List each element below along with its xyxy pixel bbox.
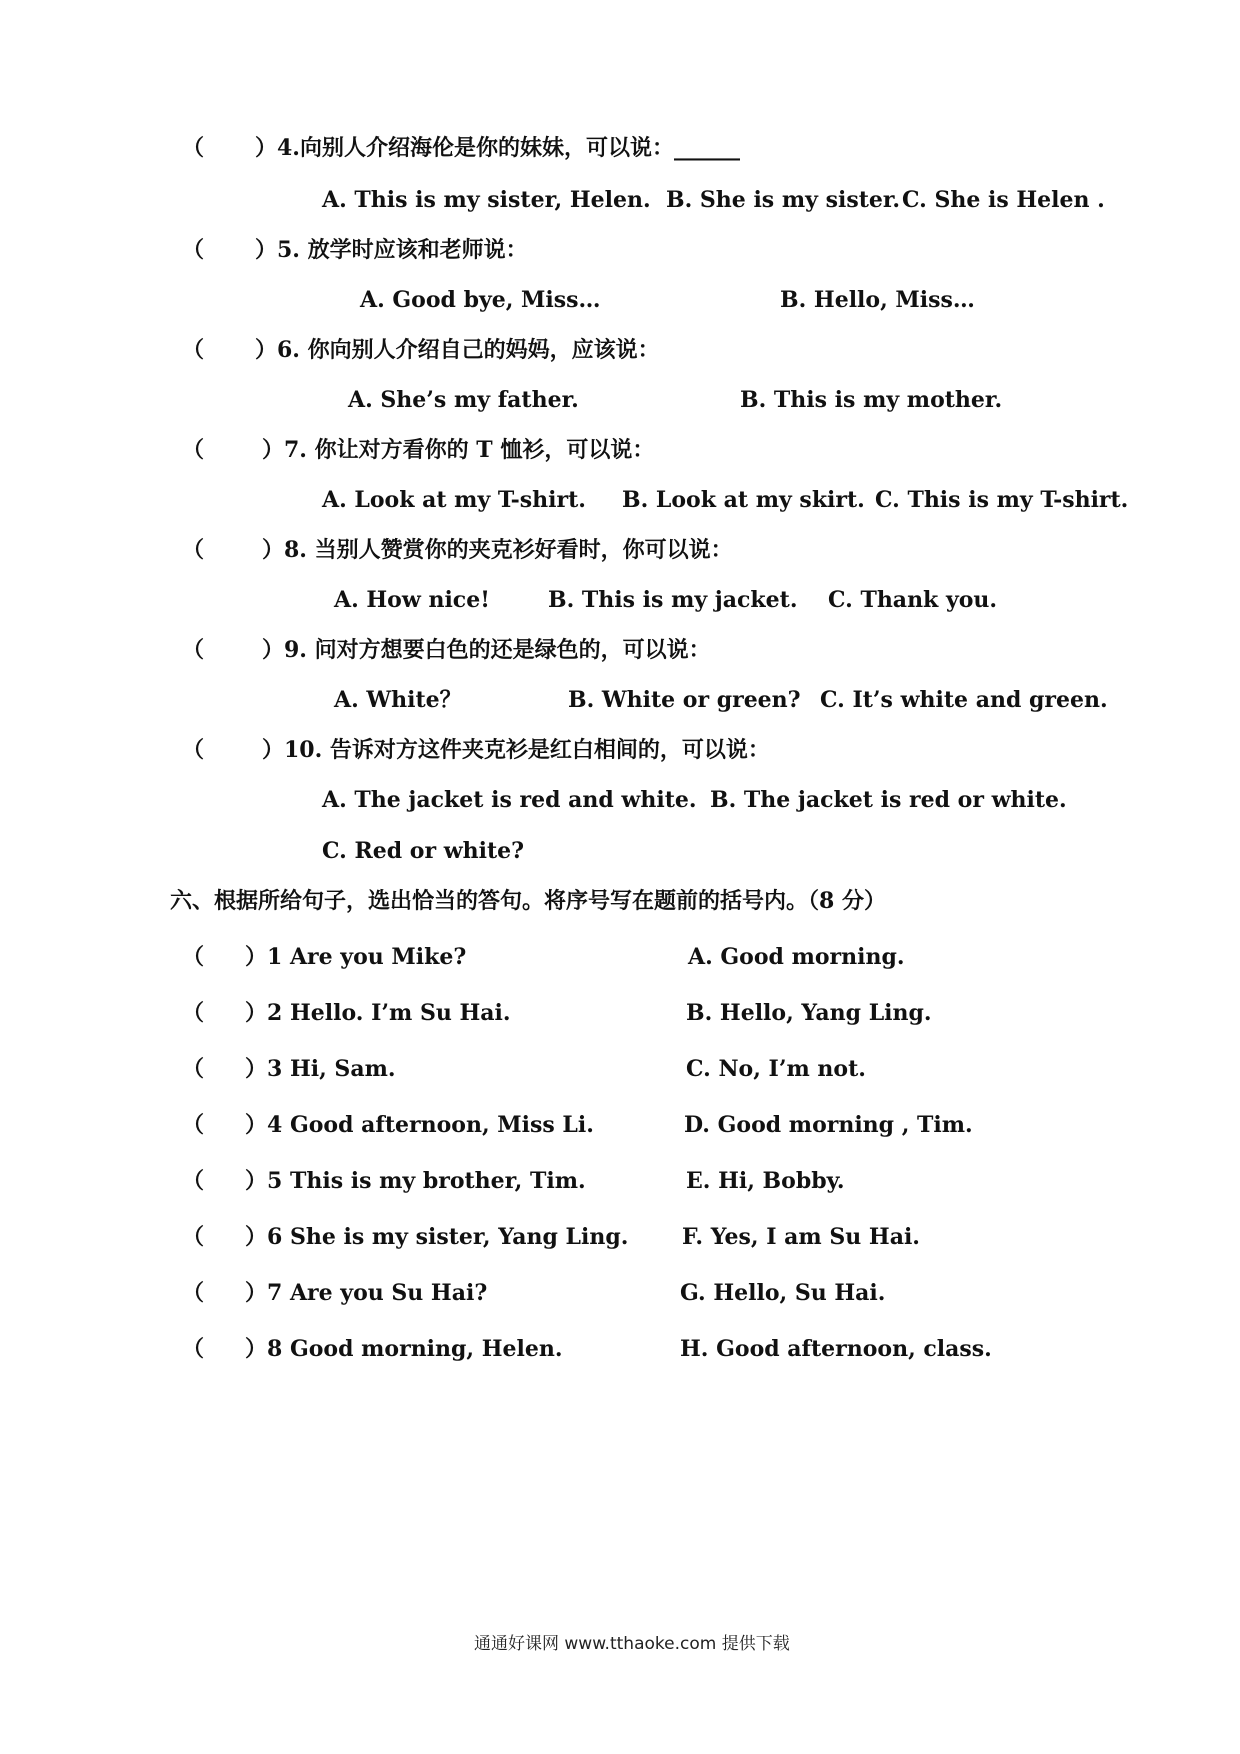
question-6: ）6. 你向别人介绍自己的妈妈，应该说： bbox=[255, 337, 660, 363]
q8-option-c: C. Thank you. bbox=[828, 587, 998, 613]
answer-bracket[interactable]: （ bbox=[182, 637, 205, 663]
answer-bracket[interactable]: （ bbox=[182, 1336, 205, 1362]
answer-bracket[interactable]: （ bbox=[182, 537, 205, 563]
answer-bracket[interactable]: （ bbox=[182, 1280, 205, 1306]
q8-option-b: B. This is my jacket. bbox=[548, 587, 798, 613]
q5-option-a: A. Good bye, Miss… bbox=[360, 287, 601, 313]
q5-option-b: B. Hello, Miss… bbox=[780, 287, 975, 313]
question-10: ）10. 告诉对方这件夹克衫是红白相间的，可以说： bbox=[262, 737, 770, 763]
match-answer-h: H. Good afternoon, class. bbox=[680, 1336, 992, 1362]
match-answer-b: B. Hello, Yang Ling. bbox=[686, 1000, 932, 1026]
q4-option-b: B. She is my sister. bbox=[666, 187, 901, 213]
match-question-7: ）7 Are you Su Hai? bbox=[245, 1280, 488, 1306]
answer-bracket[interactable]: （ bbox=[182, 1168, 205, 1194]
match-question-4: ）4 Good afternoon, Miss Li. bbox=[245, 1112, 594, 1138]
question-9: ）9. 问对方想要白色的还是绿色的，可以说： bbox=[262, 637, 711, 663]
match-question-6: ）6 She is my sister, Yang Ling. bbox=[245, 1224, 629, 1250]
answer-bracket[interactable]: （ bbox=[182, 944, 205, 970]
match-answer-f: F. Yes, I am Su Hai. bbox=[682, 1224, 920, 1250]
q8-option-a: A. How nice! bbox=[334, 587, 490, 613]
answer-bracket[interactable]: （ bbox=[182, 737, 205, 763]
q6-option-a: A. She’s my father. bbox=[348, 387, 579, 413]
q4-option-a: A. This is my sister, Helen. bbox=[322, 187, 651, 213]
footer-watermark: 通通好课网 www.tthaoke.com 提供下载 bbox=[474, 1634, 790, 1654]
section-6-title: 六、根据所给句子，选出恰当的答句。将序号写在题前的括号内。（8 分） bbox=[170, 888, 886, 914]
question-8: ）8. 当别人赞赏你的夹克衫好看时，你可以说： bbox=[262, 537, 733, 563]
q4-option-c: C. She is Helen . bbox=[902, 187, 1105, 213]
q10-option-c: C. Red or white? bbox=[322, 838, 525, 864]
answer-bracket[interactable]: （ bbox=[182, 437, 205, 463]
match-question-2: ）2 Hello. I’m Su Hai. bbox=[245, 1000, 511, 1026]
match-answer-c: C. No, I’m not. bbox=[686, 1056, 866, 1082]
match-question-5: ）5 This is my brother, Tim. bbox=[245, 1168, 586, 1194]
answer-bracket[interactable]: （ bbox=[182, 1112, 205, 1138]
match-question-3: ）3 Hi, Sam. bbox=[245, 1056, 396, 1082]
q10-option-b: B. The jacket is red or white. bbox=[710, 787, 1067, 813]
question-7: ）7. 你让对方看你的 T 恤衫，可以说： bbox=[262, 437, 655, 463]
question-4: ）4.向别人介绍海伦是你的妹妹，可以说：______ bbox=[255, 135, 740, 161]
q7-option-a: A. Look at my T-shirt. bbox=[322, 487, 586, 513]
q7-option-b: B. Look at my skirt. bbox=[622, 487, 865, 513]
question-5: ）5. 放学时应该和老师说： bbox=[255, 237, 528, 263]
match-answer-g: G. Hello, Su Hai. bbox=[680, 1280, 886, 1306]
q9-option-b: B. White or green? bbox=[568, 687, 801, 713]
q10-option-a: A. The jacket is red and white. bbox=[322, 787, 697, 813]
match-question-1: ）1 Are you Mike? bbox=[245, 944, 467, 970]
answer-bracket[interactable]: （ bbox=[182, 1056, 205, 1082]
q7-option-c: C. This is my T-shirt. bbox=[875, 487, 1129, 513]
answer-bracket[interactable]: （ bbox=[182, 237, 205, 263]
q9-option-a: A. White？ bbox=[334, 687, 462, 713]
match-question-8: ）8 Good morning, Helen. bbox=[245, 1336, 563, 1362]
answer-bracket[interactable]: （ bbox=[182, 135, 205, 161]
answer-bracket[interactable]: （ bbox=[182, 1224, 205, 1250]
q6-option-b: B. This is my mother. bbox=[740, 387, 1003, 413]
q9-option-c: C. It’s white and green. bbox=[820, 687, 1108, 713]
answer-bracket[interactable]: （ bbox=[182, 337, 205, 363]
match-answer-e: E. Hi, Bobby. bbox=[686, 1168, 845, 1194]
match-answer-d: D. Good morning , Tim. bbox=[684, 1112, 973, 1138]
match-answer-a: A. Good morning. bbox=[688, 944, 905, 970]
answer-bracket[interactable]: （ bbox=[182, 1000, 205, 1026]
